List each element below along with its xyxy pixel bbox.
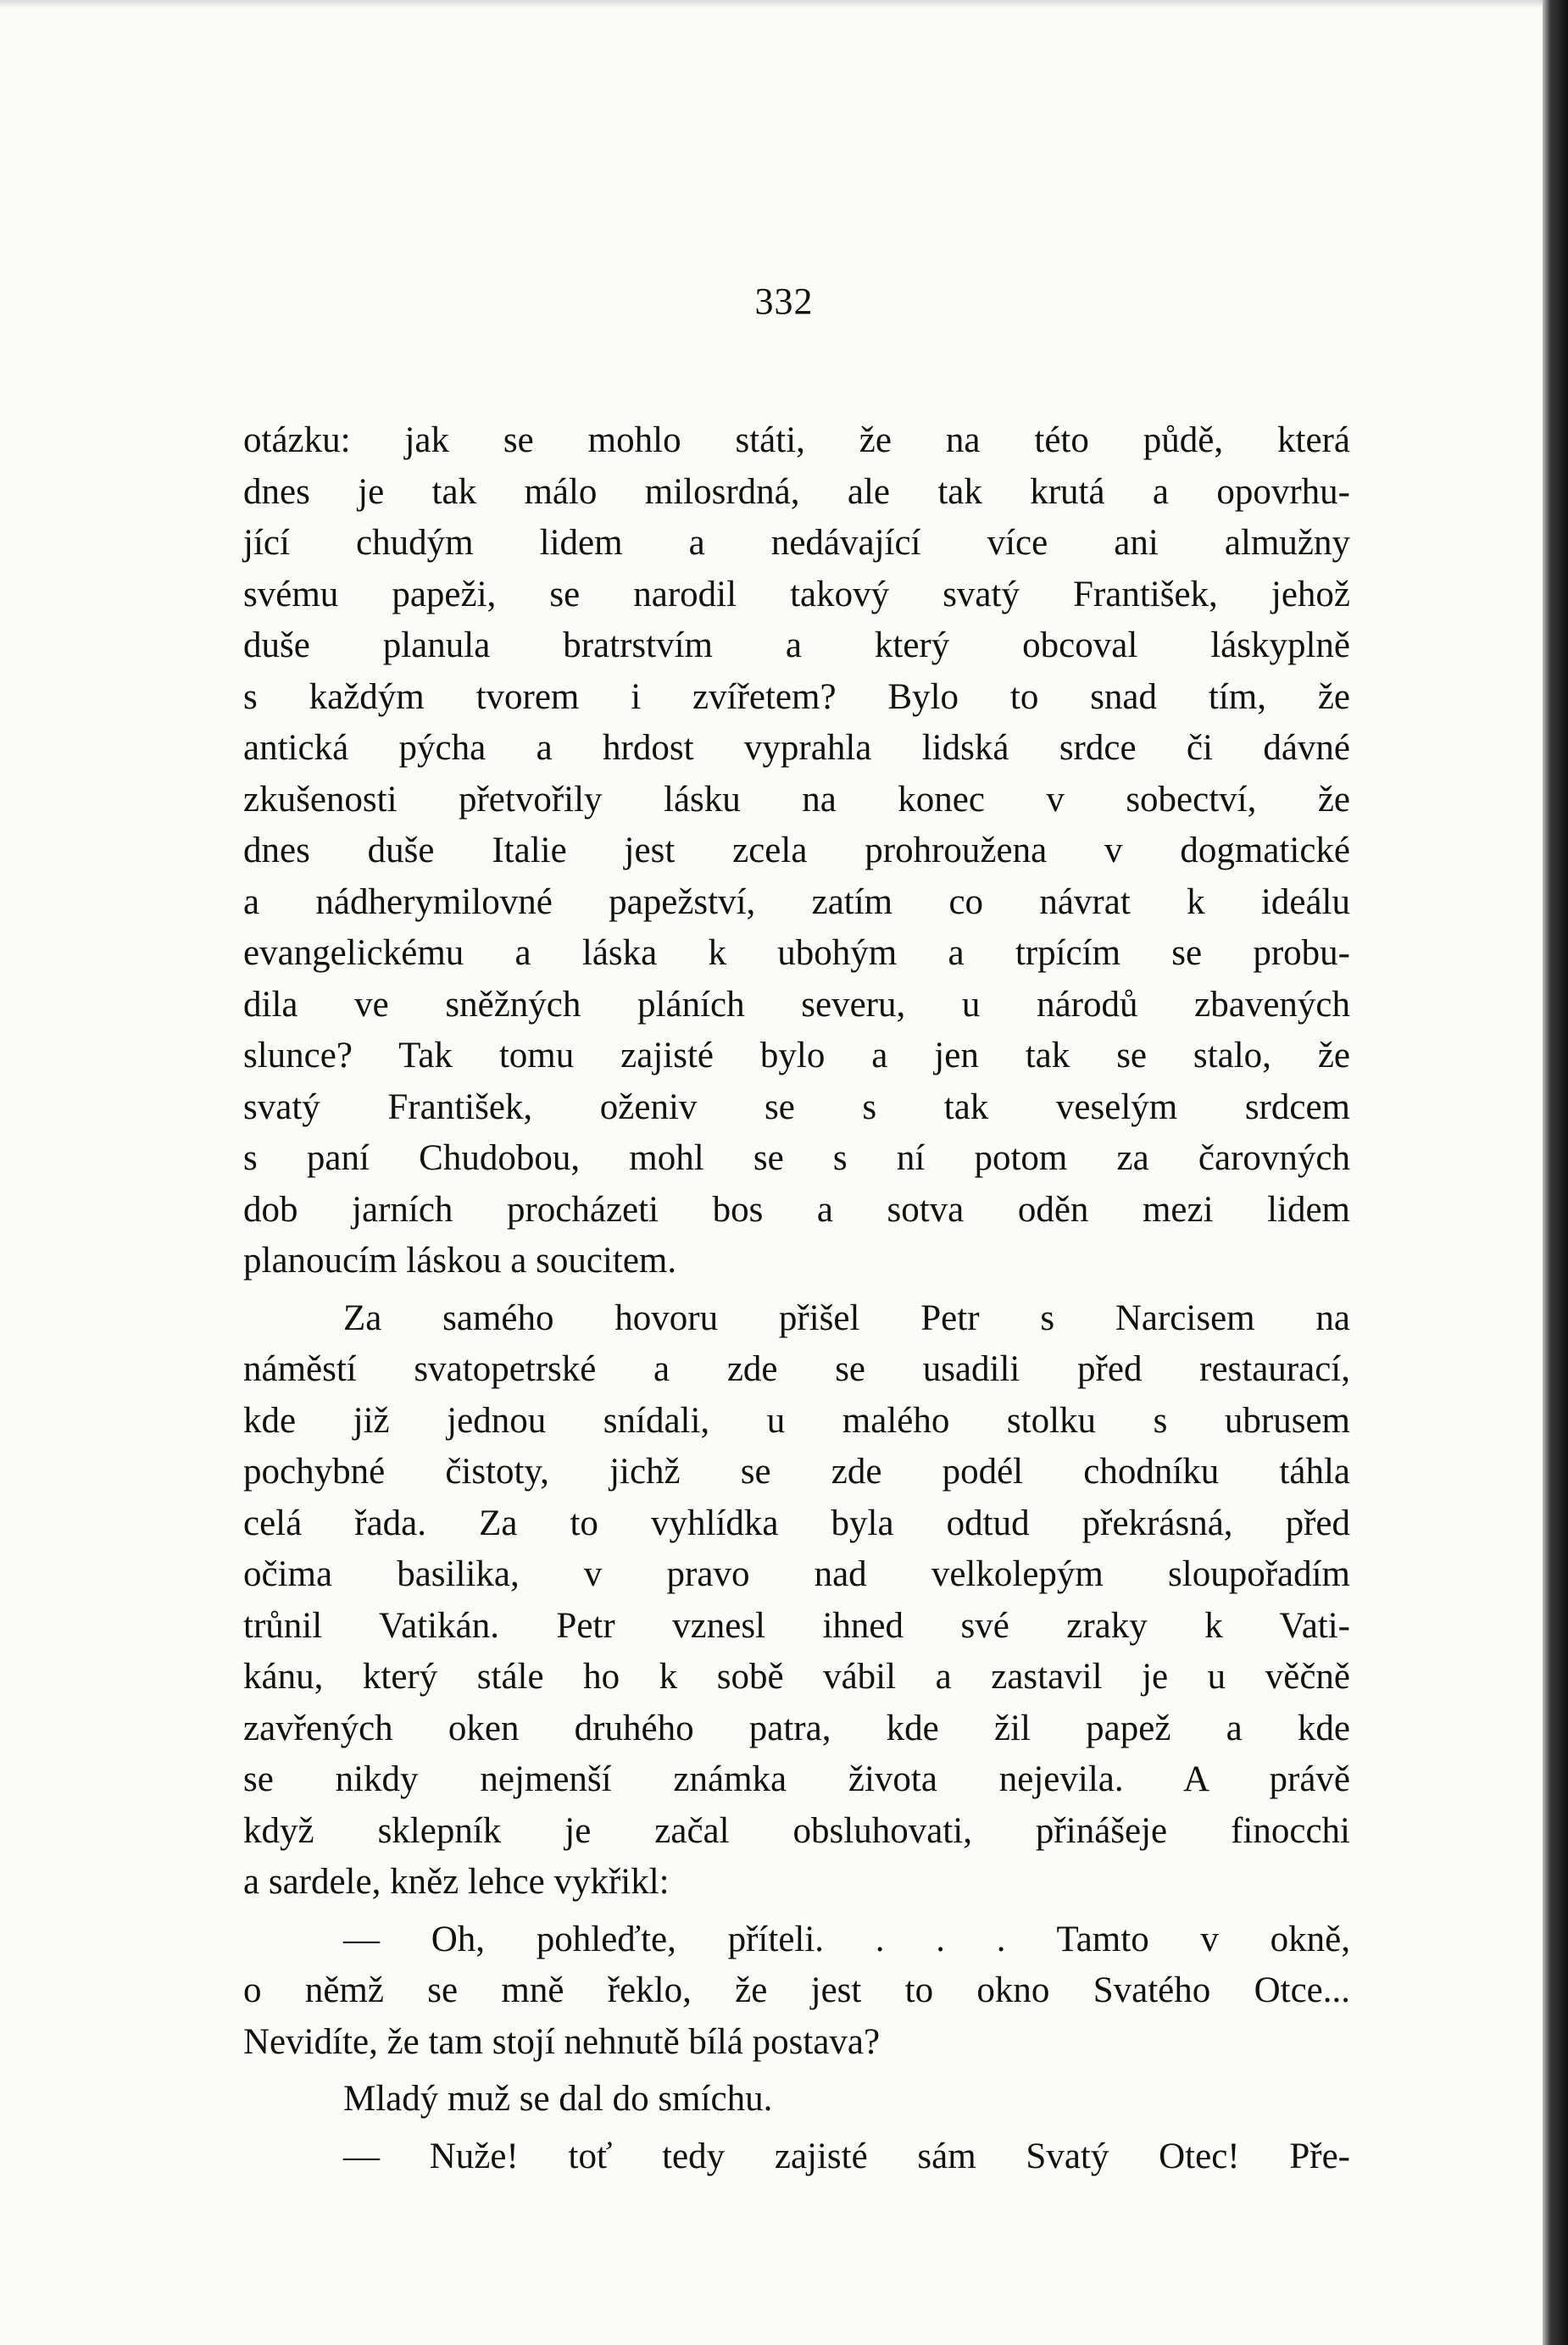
text-line: a nádherymilovné papežství, zatím co návrat k ideálu: [243, 881, 1350, 922]
scan-top-shadow: [0, 0, 1568, 8]
text-line: Za samého hovoru přišel Petr s Narcisem na: [343, 1298, 1350, 1338]
text-line: svému papeži, se narodil takový svatý František, jehož: [243, 574, 1350, 614]
text-line: — Nuže! toť tedy zajisté sám Svatý Otec! Pře-: [343, 2136, 1350, 2176]
text-line: když sklepník je začal obsluhovati, přinášeje finocchi: [243, 1810, 1350, 1851]
text-line: otázku: jak se mohlo státi, že na této půdě, která: [243, 420, 1350, 460]
paragraph: [243, 1293, 1350, 1909]
text-line: slunce? Tak tomu zajisté bylo a jen tak se stalo, že: [243, 1036, 1350, 1075]
text-line: a sardele, kněz lehce vykřikl:: [243, 1862, 670, 1902]
text-line: dila ve sněžných pláních severu, u národů zbavených: [243, 984, 1350, 1025]
text-line: kde již jednou snídali, u malého stolku s ubrusem: [243, 1400, 1350, 1441]
paragraph: [243, 1914, 1350, 2069]
text-line: zkušenosti přetvořily lásku na konec v sobectví, že: [243, 779, 1350, 820]
text-line: celá řada. Za to vyhlídka byla odtud překrásná, před: [243, 1503, 1350, 1543]
text-line: Mladý muž se dal do smíchu.: [343, 2079, 773, 2119]
scan-right-edge: [1543, 0, 1568, 2345]
text-line: se nikdy nejmenší známka života nejevila. A právě: [243, 1759, 1350, 1799]
paragraph: [243, 415, 1350, 1287]
text-line: antická pýcha a hrdost vyprahla lidská srdce či dávné: [243, 728, 1350, 768]
text-line: trůnil Vatikán. Petr vznesl ihned své zraky k Vati-: [243, 1605, 1350, 1646]
text-line: očima basilika, v pravo nad velkolepým sloupořadím: [243, 1554, 1350, 1594]
text-line: s paní Chudobou, mohl se s ní potom za čarovných: [243, 1138, 1350, 1178]
text-line: jící chudým lidem a nedávající více ani almužny: [243, 523, 1350, 563]
paragraph: [243, 2074, 1350, 2126]
text-line: s každým tvorem i zvířetem? Bylo to snad tím, že: [243, 676, 1350, 717]
text-line: — Oh, pohleďte, příteli. . . . Tamto v okně,: [343, 1919, 1350, 1959]
text-line: duše planula bratrstvím a který obcoval láskyplně: [243, 625, 1350, 665]
text-line: dnes je tak málo milosrdná, ale tak krutá a opovrhu-: [243, 471, 1350, 512]
text-line: evangelickému a láska k ubohým a trpícím se probu-: [243, 933, 1350, 973]
paragraph: [243, 2131, 1350, 2183]
text-line: dob jarních procházeti bos a sotva oděn mezi lidem: [243, 1189, 1350, 1230]
text-line: dnes duše Italie jest zcela prohroužena v dogmatické: [243, 831, 1350, 870]
text-line: zavřených oken druhého patra, kde žil papež a kde: [243, 1708, 1350, 1748]
text-line: planoucím láskou a soucitem.: [243, 1241, 677, 1281]
page-number: 332: [754, 281, 814, 322]
text-line: o němž se mně řeklo, že jest to okno Svatého Otce...: [243, 1970, 1350, 2010]
text-line: kánu, který stále ho k sobě vábil a zastavil je u věčně: [243, 1657, 1350, 1697]
text-line: náměstí svatopetrské a zde se usadili před restaurací,: [243, 1349, 1350, 1389]
text-line: Nevidíte, že tam stojí nehnutě bílá postava?: [243, 2021, 881, 2062]
body-text: [243, 415, 1350, 2188]
text-line: svatý František, oženiv se s tak veselým srdcem: [243, 1086, 1350, 1127]
text-line: pochybné čistoty, jichž se zde podél chodníku táhla: [243, 1452, 1350, 1492]
